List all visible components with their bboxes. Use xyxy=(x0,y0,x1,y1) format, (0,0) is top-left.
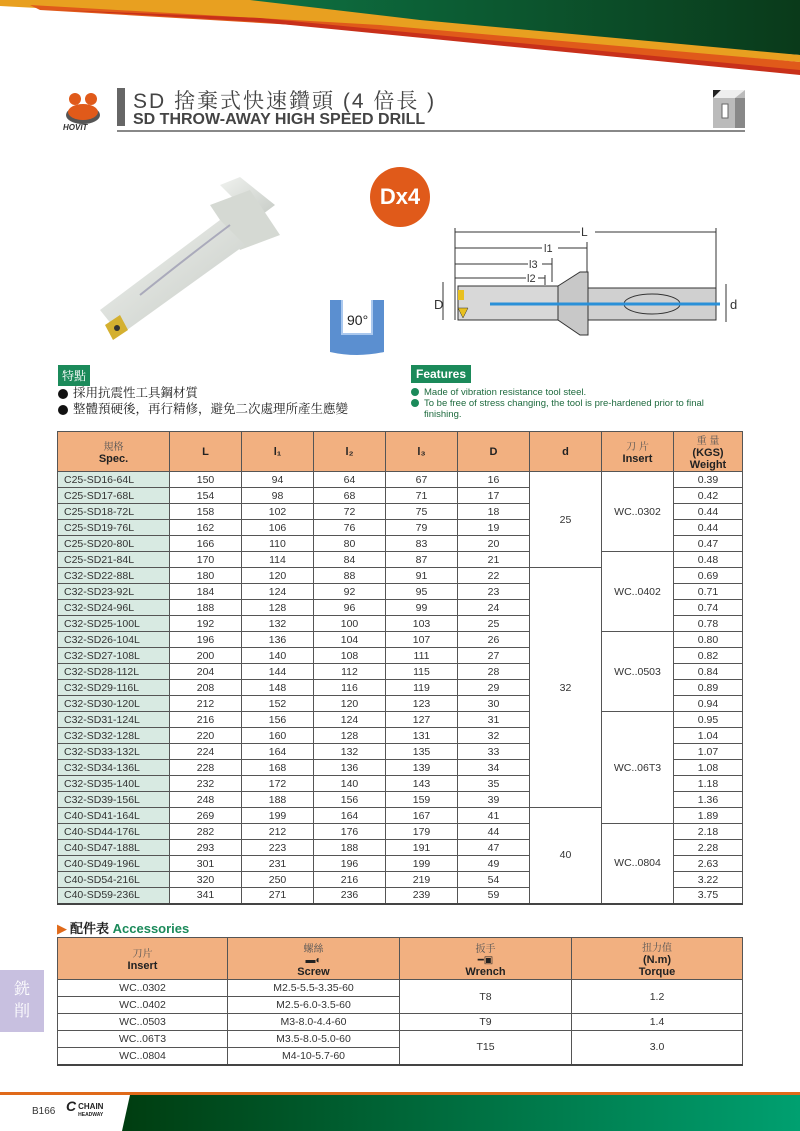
cell-L: 224 xyxy=(170,744,242,760)
spec-row xyxy=(58,552,743,568)
cell-spec: C25-SD20-80L xyxy=(58,536,170,552)
cell-l2: 100 xyxy=(314,616,386,632)
cell-spec: C40-SD59-236L xyxy=(58,888,170,904)
bullet-icon xyxy=(411,388,419,396)
bullet-icon xyxy=(411,399,419,407)
side-tab-milling[interactable]: 銑削 xyxy=(0,970,44,1032)
cell-weight: 0.82 xyxy=(674,648,743,664)
cell-spec: C32-SD39-156L xyxy=(58,792,170,808)
cell-l2: 140 xyxy=(314,776,386,792)
acc-cell-screw: M2.5-6.0-3.5-60 xyxy=(228,997,400,1014)
cell-spec: C25-SD16-64L xyxy=(58,472,170,488)
cell-l2: 236 xyxy=(314,888,386,904)
acc-header-wrench: 扳手 ━▣ Wrench xyxy=(400,938,572,980)
cell-l3: 199 xyxy=(386,856,458,872)
cell-l1: 152 xyxy=(242,696,314,712)
cell-spec: C25-SD21-84L xyxy=(58,552,170,568)
cell-D: 16 xyxy=(458,472,530,488)
page-header xyxy=(55,85,755,135)
cell-D: 27 xyxy=(458,648,530,664)
spec-row xyxy=(58,632,743,648)
dim-d: d xyxy=(730,297,738,312)
cell-l2: 84 xyxy=(314,552,386,568)
cell-L: 232 xyxy=(170,776,242,792)
cell-l2: 216 xyxy=(314,872,386,888)
header-L: L xyxy=(170,432,242,472)
cell-spec: C40-SD54-216L xyxy=(58,872,170,888)
accessory-row xyxy=(58,1031,743,1048)
spec-table-header xyxy=(58,432,743,472)
cell-l1: 148 xyxy=(242,680,314,696)
cell-L: 188 xyxy=(170,600,242,616)
cell-l3: 219 xyxy=(386,872,458,888)
cell-l1: 156 xyxy=(242,712,314,728)
dim-l2: l2 xyxy=(527,273,536,285)
bullet-icon xyxy=(58,389,68,399)
cell-l1: 106 xyxy=(242,520,314,536)
cell-weight: 0.95 xyxy=(674,712,743,728)
cell-weight: 1.18 xyxy=(674,776,743,792)
cell-L: 341 xyxy=(170,888,242,904)
cell-insert: WC..06T3 xyxy=(602,712,674,824)
cell-weight: 0.94 xyxy=(674,696,743,712)
title-accent-bar xyxy=(117,88,125,126)
top-banner xyxy=(0,0,800,80)
cell-l3: 103 xyxy=(386,616,458,632)
cell-l3: 119 xyxy=(386,680,458,696)
dim-l3: l3 xyxy=(529,259,538,271)
cell-weight: 1.89 xyxy=(674,808,743,824)
cell-l1: 231 xyxy=(242,856,314,872)
cell-D: 31 xyxy=(458,712,530,728)
feature-en-item: Made of vibration resistance tool steel. xyxy=(411,387,731,398)
spec-row xyxy=(58,824,743,840)
cell-weight: 3.22 xyxy=(674,872,743,888)
angle-label: 90° xyxy=(347,312,369,328)
cell-L: 220 xyxy=(170,728,242,744)
cell-weight: 0.42 xyxy=(674,488,743,504)
cell-l2: 136 xyxy=(314,760,386,776)
cell-l3: 123 xyxy=(386,696,458,712)
cell-D: 28 xyxy=(458,664,530,680)
cell-weight: 0.39 xyxy=(674,472,743,488)
cell-l3: 115 xyxy=(386,664,458,680)
acc-cell-torque: 3.0 xyxy=(572,1031,743,1065)
cell-weight: 2.63 xyxy=(674,856,743,872)
footer-banner xyxy=(0,1092,800,1131)
cell-L: 208 xyxy=(170,680,242,696)
accessory-row xyxy=(58,1014,743,1031)
cell-spec: C32-SD25-100L xyxy=(58,616,170,632)
spec-row xyxy=(58,472,743,488)
cell-l3: 239 xyxy=(386,888,458,904)
accessory-row xyxy=(58,980,743,997)
cell-weight: 0.69 xyxy=(674,568,743,584)
cell-weight: 1.04 xyxy=(674,728,743,744)
cell-weight: 1.08 xyxy=(674,760,743,776)
cell-l2: 132 xyxy=(314,744,386,760)
cell-D: 30 xyxy=(458,696,530,712)
cell-L: 184 xyxy=(170,584,242,600)
cell-spec: C32-SD24-96L xyxy=(58,600,170,616)
cell-D: 35 xyxy=(458,776,530,792)
cell-spec: C32-SD30-120L xyxy=(58,696,170,712)
features-en-heading: Features xyxy=(411,365,471,383)
cell-l3: 127 xyxy=(386,712,458,728)
header-d: d xyxy=(530,432,602,472)
cell-l1: 110 xyxy=(242,536,314,552)
spec-row xyxy=(58,712,743,728)
cell-l1: 250 xyxy=(242,872,314,888)
acc-header-insert: 刀片 Insert xyxy=(58,938,228,980)
cell-l1: 120 xyxy=(242,568,314,584)
cell-l1: 102 xyxy=(242,504,314,520)
acc-cell-screw: M3.5-8.0-5.0-60 xyxy=(228,1031,400,1048)
cell-D: 32 xyxy=(458,728,530,744)
acc-cell-insert: WC..0402 xyxy=(58,997,228,1014)
cell-l3: 75 xyxy=(386,504,458,520)
cell-l1: 128 xyxy=(242,600,314,616)
cell-l2: 124 xyxy=(314,712,386,728)
cell-l2: 104 xyxy=(314,632,386,648)
cell-weight: 0.44 xyxy=(674,520,743,536)
arrow-icon: ▶ xyxy=(57,921,67,936)
cell-l3: 67 xyxy=(386,472,458,488)
cell-D: 18 xyxy=(458,504,530,520)
acc-cell-wrench: T9 xyxy=(400,1014,572,1031)
cell-L: 301 xyxy=(170,856,242,872)
cell-l3: 167 xyxy=(386,808,458,824)
cell-spec: C32-SD33-132L xyxy=(58,744,170,760)
drill-photo xyxy=(80,165,340,355)
cell-insert: WC..0302 xyxy=(602,472,674,552)
cell-L: 269 xyxy=(170,808,242,824)
cell-l2: 92 xyxy=(314,584,386,600)
acc-cell-screw: M4-10-5.7-60 xyxy=(228,1048,400,1065)
cell-weight: 3.75 xyxy=(674,888,743,904)
cell-L: 192 xyxy=(170,616,242,632)
cell-l3: 99 xyxy=(386,600,458,616)
cell-l2: 188 xyxy=(314,840,386,856)
cell-l3: 131 xyxy=(386,728,458,744)
cell-l1: 136 xyxy=(242,632,314,648)
cell-L: 154 xyxy=(170,488,242,504)
cell-spec: C32-SD22-88L xyxy=(58,568,170,584)
cell-D: 25 xyxy=(458,616,530,632)
cell-l2: 120 xyxy=(314,696,386,712)
features-zh-list xyxy=(58,385,348,417)
cell-weight: 0.48 xyxy=(674,552,743,568)
cell-L: 228 xyxy=(170,760,242,776)
angle-90-icon xyxy=(328,292,386,357)
cell-l2: 196 xyxy=(314,856,386,872)
cell-l3: 159 xyxy=(386,792,458,808)
cell-D: 33 xyxy=(458,744,530,760)
cell-D: 59 xyxy=(458,888,530,904)
dim-l1: l1 xyxy=(544,243,553,255)
cell-spec: C32-SD28-112L xyxy=(58,664,170,680)
cell-d: 32 xyxy=(530,568,602,808)
cell-L: 216 xyxy=(170,712,242,728)
acc-cell-torque: 1.4 xyxy=(572,1014,743,1031)
spec-table xyxy=(57,431,743,905)
cell-l1: 271 xyxy=(242,888,314,904)
acc-cell-insert: WC..0302 xyxy=(58,980,228,997)
cell-spec: C32-SD26-104L xyxy=(58,632,170,648)
cell-L: 158 xyxy=(170,504,242,520)
cell-l1: 94 xyxy=(242,472,314,488)
dx4-badge: Dx4 xyxy=(370,167,430,227)
cell-L: 180 xyxy=(170,568,242,584)
acc-cell-screw: M3-8.0-4.4-60 xyxy=(228,1014,400,1031)
cell-L: 204 xyxy=(170,664,242,680)
cell-L: 320 xyxy=(170,872,242,888)
feature-zh-item: 整體預硬後，再行精修，避免二次處理所產生應變 xyxy=(58,401,348,417)
cell-l3: 79 xyxy=(386,520,458,536)
cell-spec: C32-SD31-124L xyxy=(58,712,170,728)
cell-L: 282 xyxy=(170,824,242,840)
cell-spec: C40-SD49-196L xyxy=(58,856,170,872)
header-insert: 刀 片 Insert xyxy=(602,432,674,472)
cell-weight: 1.07 xyxy=(674,744,743,760)
cell-L: 166 xyxy=(170,536,242,552)
cell-D: 39 xyxy=(458,792,530,808)
cell-spec: C32-SD32-128L xyxy=(58,728,170,744)
cell-D: 41 xyxy=(458,808,530,824)
cell-D: 34 xyxy=(458,760,530,776)
cell-l2: 116 xyxy=(314,680,386,696)
page-title-en: SD THROW-AWAY HIGH SPEED DRILL xyxy=(133,111,426,128)
cell-D: 49 xyxy=(458,856,530,872)
wrench-icon: ━▣ xyxy=(477,954,494,966)
screw-icon: ▬◐ xyxy=(305,954,322,966)
cell-l1: 98 xyxy=(242,488,314,504)
cell-l2: 128 xyxy=(314,728,386,744)
header-l1: l₁ xyxy=(242,432,314,472)
features-en-list xyxy=(411,387,731,420)
acc-cell-wrench: T15 xyxy=(400,1031,572,1065)
cell-l1: 164 xyxy=(242,744,314,760)
cell-l2: 112 xyxy=(314,664,386,680)
cell-l1: 223 xyxy=(242,840,314,856)
header-l2: l₂ xyxy=(314,432,386,472)
page-number: B166 xyxy=(32,1106,56,1117)
cell-l3: 95 xyxy=(386,584,458,600)
cell-l3: 143 xyxy=(386,776,458,792)
cell-l2: 88 xyxy=(314,568,386,584)
cell-l1: 168 xyxy=(242,760,314,776)
cell-l3: 179 xyxy=(386,824,458,840)
header-l3: l₃ xyxy=(386,432,458,472)
cell-weight: 0.78 xyxy=(674,616,743,632)
cell-d: 25 xyxy=(530,472,602,568)
cell-l1: 140 xyxy=(242,648,314,664)
cell-L: 170 xyxy=(170,552,242,568)
cell-L: 150 xyxy=(170,472,242,488)
dim-D: D xyxy=(434,297,444,312)
cell-l1: 199 xyxy=(242,808,314,824)
dimension-diagram xyxy=(430,220,750,340)
cell-L: 162 xyxy=(170,520,242,536)
cell-weight: 0.89 xyxy=(674,680,743,696)
acc-header-screw: 螺絲 ▬◐ Screw xyxy=(228,938,400,980)
cell-L: 196 xyxy=(170,632,242,648)
cell-D: 29 xyxy=(458,680,530,696)
cell-spec: C32-SD23-92L xyxy=(58,584,170,600)
cell-l1: 160 xyxy=(242,728,314,744)
acc-cell-torque: 1.2 xyxy=(572,980,743,1014)
cell-D: 26 xyxy=(458,632,530,648)
cell-weight: 0.74 xyxy=(674,600,743,616)
logo-text: HOVIT xyxy=(63,123,88,132)
title-rule xyxy=(117,130,745,132)
cell-D: 19 xyxy=(458,520,530,536)
cell-weight: 2.28 xyxy=(674,840,743,856)
cell-l2: 164 xyxy=(314,808,386,824)
cell-D: 21 xyxy=(458,552,530,568)
acc-cell-insert: WC..0503 xyxy=(58,1014,228,1031)
acc-cell-insert: WC..0804 xyxy=(58,1048,228,1065)
cell-l2: 76 xyxy=(314,520,386,536)
cell-l3: 191 xyxy=(386,840,458,856)
cell-d: 40 xyxy=(530,808,602,904)
cell-D: 17 xyxy=(458,488,530,504)
cell-l2: 156 xyxy=(314,792,386,808)
cell-l1: 212 xyxy=(242,824,314,840)
cell-l1: 114 xyxy=(242,552,314,568)
acc-cell-insert: WC..06T3 xyxy=(58,1031,228,1048)
cell-D: 44 xyxy=(458,824,530,840)
cell-D: 54 xyxy=(458,872,530,888)
page-title-zh: SD 捨棄式快速鑽頭 (4 倍長 ) xyxy=(133,90,437,113)
cell-spec: C32-SD27-108L xyxy=(58,648,170,664)
cell-spec: C40-SD47-188L xyxy=(58,840,170,856)
cell-weight: 0.84 xyxy=(674,664,743,680)
cell-weight: 0.71 xyxy=(674,584,743,600)
cell-weight: 0.44 xyxy=(674,504,743,520)
cell-l2: 64 xyxy=(314,472,386,488)
cell-D: 47 xyxy=(458,840,530,856)
cell-l1: 124 xyxy=(242,584,314,600)
cell-l2: 108 xyxy=(314,648,386,664)
cell-spec: C32-SD35-140L xyxy=(58,776,170,792)
cell-insert: WC..0402 xyxy=(602,552,674,632)
cell-L: 200 xyxy=(170,648,242,664)
cell-weight: 2.18 xyxy=(674,824,743,840)
cell-l3: 139 xyxy=(386,760,458,776)
cell-l3: 87 xyxy=(386,552,458,568)
cell-l1: 188 xyxy=(242,792,314,808)
cell-l2: 72 xyxy=(314,504,386,520)
accessories-header xyxy=(58,938,743,980)
cell-spec: C32-SD29-116L xyxy=(58,680,170,696)
feature-zh-item: 採用抗震性工具鋼材質 xyxy=(58,385,348,401)
cell-l1: 144 xyxy=(242,664,314,680)
feature-en-item: To be free of stress changing, the tool is pre-hardened prior to final finishing. xyxy=(411,398,731,420)
header-D: D xyxy=(458,432,530,472)
cell-spec: C32-SD34-136L xyxy=(58,760,170,776)
cell-insert: WC..0804 xyxy=(602,824,674,904)
cell-l1: 172 xyxy=(242,776,314,792)
cell-L: 212 xyxy=(170,696,242,712)
cell-D: 23 xyxy=(458,584,530,600)
cell-l2: 80 xyxy=(314,536,386,552)
header-weight: 重 量 (KGS) Weight xyxy=(674,432,743,472)
cell-spec: C25-SD19-76L xyxy=(58,520,170,536)
bullet-icon xyxy=(58,405,68,415)
cell-spec: C25-SD18-72L xyxy=(58,504,170,520)
features-zh-heading: 特點 xyxy=(58,365,90,386)
cell-l3: 91 xyxy=(386,568,458,584)
cell-spec: C25-SD17-68L xyxy=(58,488,170,504)
cell-D: 20 xyxy=(458,536,530,552)
cell-l3: 111 xyxy=(386,648,458,664)
dim-L: L xyxy=(581,225,588,239)
accessories-table xyxy=(57,937,743,1066)
acc-cell-wrench: T8 xyxy=(400,980,572,1014)
cell-l2: 96 xyxy=(314,600,386,616)
cell-spec: C40-SD41-164L xyxy=(58,808,170,824)
cell-weight: 1.36 xyxy=(674,792,743,808)
cell-l3: 83 xyxy=(386,536,458,552)
header-spec: 規格 Spec. xyxy=(58,432,170,472)
chain-headway-logo: C CHAIN HEADWAY xyxy=(66,1098,104,1118)
acc-cell-screw: M2.5-5.5-3.35-60 xyxy=(228,980,400,997)
cell-L: 293 xyxy=(170,840,242,856)
cell-l3: 107 xyxy=(386,632,458,648)
drilling-category-icon xyxy=(713,90,745,128)
cell-weight: 0.47 xyxy=(674,536,743,552)
acc-header-torque: 扭力值 (N.m) Torque xyxy=(572,938,743,980)
cell-l3: 135 xyxy=(386,744,458,760)
cell-l3: 71 xyxy=(386,488,458,504)
cell-l1: 132 xyxy=(242,616,314,632)
cell-insert: WC..0503 xyxy=(602,632,674,712)
cell-l2: 176 xyxy=(314,824,386,840)
cell-D: 24 xyxy=(458,600,530,616)
cell-weight: 0.80 xyxy=(674,632,743,648)
cell-L: 248 xyxy=(170,792,242,808)
cell-spec: C40-SD44-176L xyxy=(58,824,170,840)
cell-D: 22 xyxy=(458,568,530,584)
cell-l2: 68 xyxy=(314,488,386,504)
accessories-title: ▶ 配件表 Accessories xyxy=(57,921,190,936)
